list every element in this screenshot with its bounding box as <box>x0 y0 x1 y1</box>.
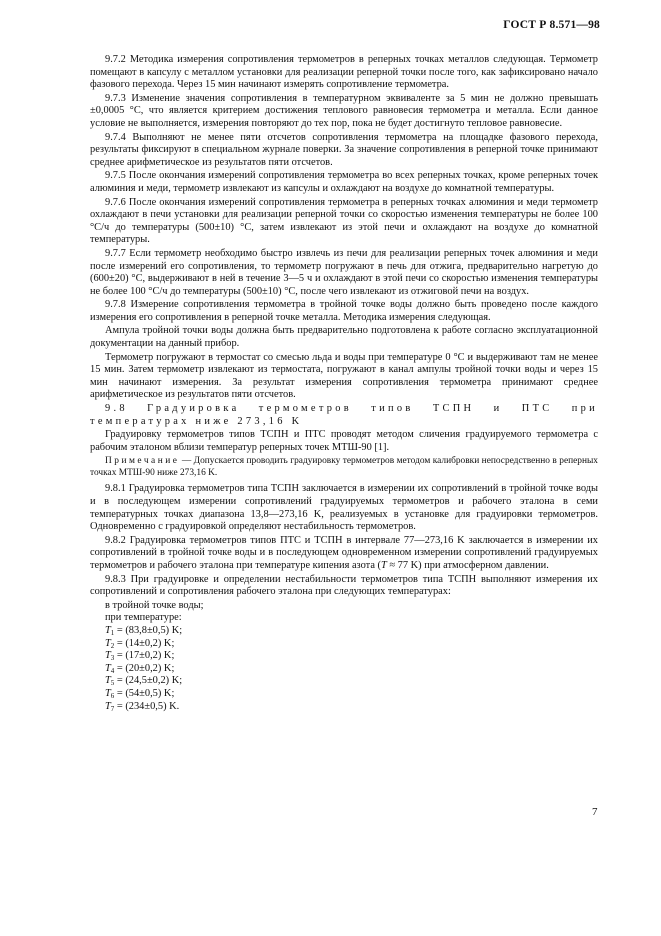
temperature-t4 <box>90 663 598 676</box>
temperature-t2 <box>90 638 598 651</box>
paragraph-98-intro: Градуировку термометров типов ТСПН и ПТС проводят методом сличения градуируемого термометра с рабочим эталоном вблизи температур реперных точек МТШ-90 [1]. <box>90 429 598 453</box>
t-value: = (14±0,2) K; <box>114 637 175 649</box>
t-symbol: T <box>105 687 111 699</box>
t-subscript: 3 <box>110 654 115 663</box>
paragraph-982-main: 9.8.2 Градуировка термометров типов ПТС и ТСПН в интервале 77—273,16 K заключается в измерении их сопротивлений в тройной точке воды и в последующем одновременном измерении сопротивлений градуируемых термометров и рабочего эталона при температуре кипения азота ( <box>90 534 598 571</box>
page-body <box>90 54 598 713</box>
t-subscript: 6 <box>110 691 115 700</box>
paragraph-974: 9.7.4 Выполняют не менее пяти отсчетов сопротивления термометра на площадке фазового перехода, результаты фиксируют в специальном журнале поверки. За значение сопротивления в реперной точке принимают среднее арифметическое из результатов пяти отсчетов. <box>90 131 598 168</box>
t-symbol: T <box>105 700 111 712</box>
paragraph-thermostat: Термометр погружают в термостат со смесью льда и воды при температуре 0 °С и выдерживают там не менее 15 мин. Затем термометр извлекают из термостата, погружают в канал ампулы тройной точки воды и через 15 мин начинают измерения. За результат измерения сопротивления термометра принимают среднее арифметическое из результатов пяти отсчетов. <box>90 351 598 401</box>
page-number: 7 <box>592 806 598 818</box>
t-symbol: T <box>105 637 111 649</box>
t-value: = (17±0,2) K; <box>114 650 175 662</box>
note-text: — Допускается проводить градуировку термометров методом калибровки непосредственно в реперных точках МТШ-90 ниже 273,16 K. <box>90 456 598 478</box>
t-value: = (83,8±0,5) K; <box>114 624 183 636</box>
temperature-t6 <box>90 688 598 701</box>
paragraph-977: 9.7.7 Если термометр необходимо быстро извлечь из печи для реализации реперных точек алюминия и меди после измерений его сопротивления, то термометр погружают в печь для отжига, предварительно нагретую до (600±20) °С, выдерживают в ней в течение 3—5 ч и охлаждают в этой печи со скоростью изменения температуры не более 100 °С/ч до температуры (500±10) °С, после чего извлекают из отжиговой печи на воздух. <box>90 247 598 297</box>
t-symbol: T <box>105 675 111 687</box>
paragraph-982-tail: ≈ 77 K) при атмосферном давлении. <box>386 559 549 571</box>
paragraph-978: 9.7.8 Измерение сопротивления термометра в тройной точке воды должно быть проведено после каждого измерения его сопротивления в реперной точке металла. Методика измерения следующая. <box>90 299 598 323</box>
note-label: Примечание <box>105 456 180 467</box>
paragraph-975: 9.7.5 После окончания измерений сопротивления термометра во всех реперных точках, кроме реперных точек алюминия и меди, термометр извлекают из капсулы и охлаждают на воздухе до комнатной температуры. <box>90 170 598 194</box>
t-subscript: 7 <box>110 704 115 713</box>
temperature-t5 <box>90 675 598 688</box>
temperature-symbol: T <box>381 559 387 571</box>
line-triple-point: в тройной точке воды; <box>105 599 204 611</box>
paragraph-983: 9.8.3 При градуировке и определении нестабильности термометров типа ТСПН выполняют измерения их сопротивлений и сопротивления рабочего эталона при следующих температурах: <box>90 573 598 598</box>
temperature-list <box>90 600 598 713</box>
paragraph-976: 9.7.6 После окончания измерений сопротивления термометра в реперных точках алюминия и меди термометр охлаждают в печи установки для реализации реперной точки со скоростью изменения температуры не более 100 °С/ч до температуры (500±10) °С, затем извлекают из этой печи и охлаждают на воздухе до комнатной температуры. <box>90 196 598 246</box>
paragraph-973: 9.7.3 Изменение значения сопротивления в температурном эквиваленте за 5 мин не должно превышать ±0,0005 °С, что является критерием достижения теплового равновесия термометра и металла. Если данное условие не выполняется, измерения повторяют до тех пор, пока не будет достигнуто тепловое равновесие. <box>90 92 598 129</box>
document-header: ГОСТ Р 8.571—98 <box>503 19 600 31</box>
temperature-t7 <box>90 701 598 714</box>
t-value: = (54±0,5) K; <box>114 687 175 699</box>
t-symbol: T <box>105 662 111 674</box>
temperature-t1 <box>90 625 598 638</box>
section-heading-98: 9.8 Градуировка термометров типов ТСПН и ПТС при температурах ниже 273,16 K <box>90 403 598 427</box>
paragraph-981: 9.8.1 Градуировка термометров типа ТСПН заключается в измерении их сопротивлений в тройной точке воды и в последующем измерении сопротивлений градуируемых термометров и рабочего эталона в семи температурных точках диапазона 13,8—273,16 K, реализуемых в установке для градуировки термометров. Одновременно с градуировкой определяют нестабильность термометров. <box>90 483 598 533</box>
t-subscript: 2 <box>110 641 115 650</box>
note <box>90 456 598 479</box>
paragraph-982 <box>90 535 598 573</box>
paragraph-972: 9.7.2 Методика измерения сопротивления термометров в реперных точках металлов следующая. Термометр помещают в капсулу с металлом установки для реализации реперной точки после того, как зафиксировано начало фазового перехода. Через 15 мин начинают измерять сопротивление термометра. <box>90 54 598 91</box>
line-at-temperature: при температуре: <box>105 612 182 624</box>
t-subscript: 1 <box>110 628 115 637</box>
t-value: = (234±0,5) K. <box>114 700 180 712</box>
t-value: = (20±0,2) K; <box>114 662 175 674</box>
t-value: = (24,5±0,2) K; <box>114 675 183 687</box>
t-subscript: 4 <box>110 666 115 675</box>
t-subscript: 5 <box>110 679 115 688</box>
paragraph-ampoule: Ампула тройной точки воды должна быть предварительно подготовлена к работе согласно эксплуатационной документации на данный прибор. <box>90 325 598 350</box>
t-symbol: T <box>105 624 111 636</box>
temperature-t3 <box>90 650 598 663</box>
t-symbol: T <box>105 650 111 662</box>
